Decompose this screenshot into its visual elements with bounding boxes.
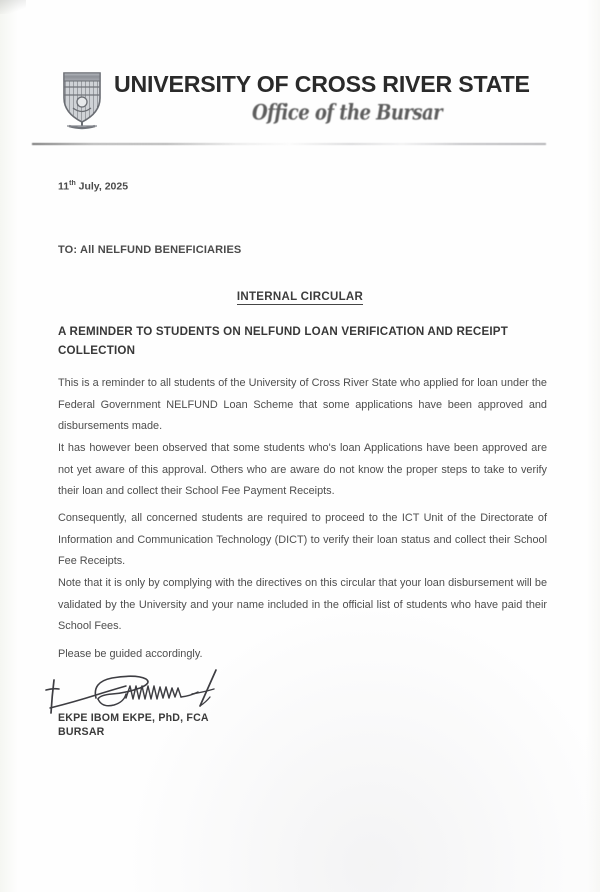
body-paragraph: It has however been observed that some students who's loan Applications have been approved are not yet aware of this approval. Others who are aware do not know the proper steps to take to verify their loan and collect their School Fee Payment Receipts. xyxy=(58,442,547,497)
subject-heading: A REMINDER TO STUDENTS ON NELFUND LOAN VERIFICATION AND RECEIPT COLLECTION xyxy=(58,325,508,357)
date-ordinal: th xyxy=(69,180,76,187)
university-crest-icon xyxy=(57,68,107,130)
page-title: UNIVERSITY OF CROSS RIVER STATE xyxy=(114,71,530,97)
body-paragraph: Consequently, all concerned students are required to proceed to the ICT Unit of the Directorate of Information and Communication Technology (DICT) to verify their loan status and collect their School Fee Receipts. xyxy=(58,512,547,567)
header-divider xyxy=(32,143,546,145)
circular-label xyxy=(0,291,600,303)
body-paragraph: This is a reminder to all students of the University of Cross River State who applied for loan under the Federal Government NELFUND Loan Scheme that some applications have been approved and disbursements made. xyxy=(58,377,547,432)
date-rest: July, 2025 xyxy=(75,180,129,193)
circular-label-text: INTERNAL CIRCULAR xyxy=(236,291,364,303)
date-day: 11 xyxy=(58,180,70,193)
addressee-line: TO: All NELFUND BENEFICIARIES xyxy=(58,244,242,256)
closing-line: Please be guided accordingly. xyxy=(58,648,203,660)
signer-name: EKPE IBOM EKPE, PhD, FCA xyxy=(58,712,209,724)
signer-title: BURSAR xyxy=(58,726,105,738)
office-subtitle: Office of the Bursar xyxy=(251,100,443,126)
letterhead xyxy=(0,60,600,140)
signature-block xyxy=(40,668,290,748)
scan-corner-artifact xyxy=(0,0,26,14)
body-paragraph: Note that it is only by complying with the directives on this circular that your loan disbursement will be validated by the University and your name included in the official list of students who have paid their School Fees. xyxy=(58,577,547,632)
document-date xyxy=(58,180,128,193)
